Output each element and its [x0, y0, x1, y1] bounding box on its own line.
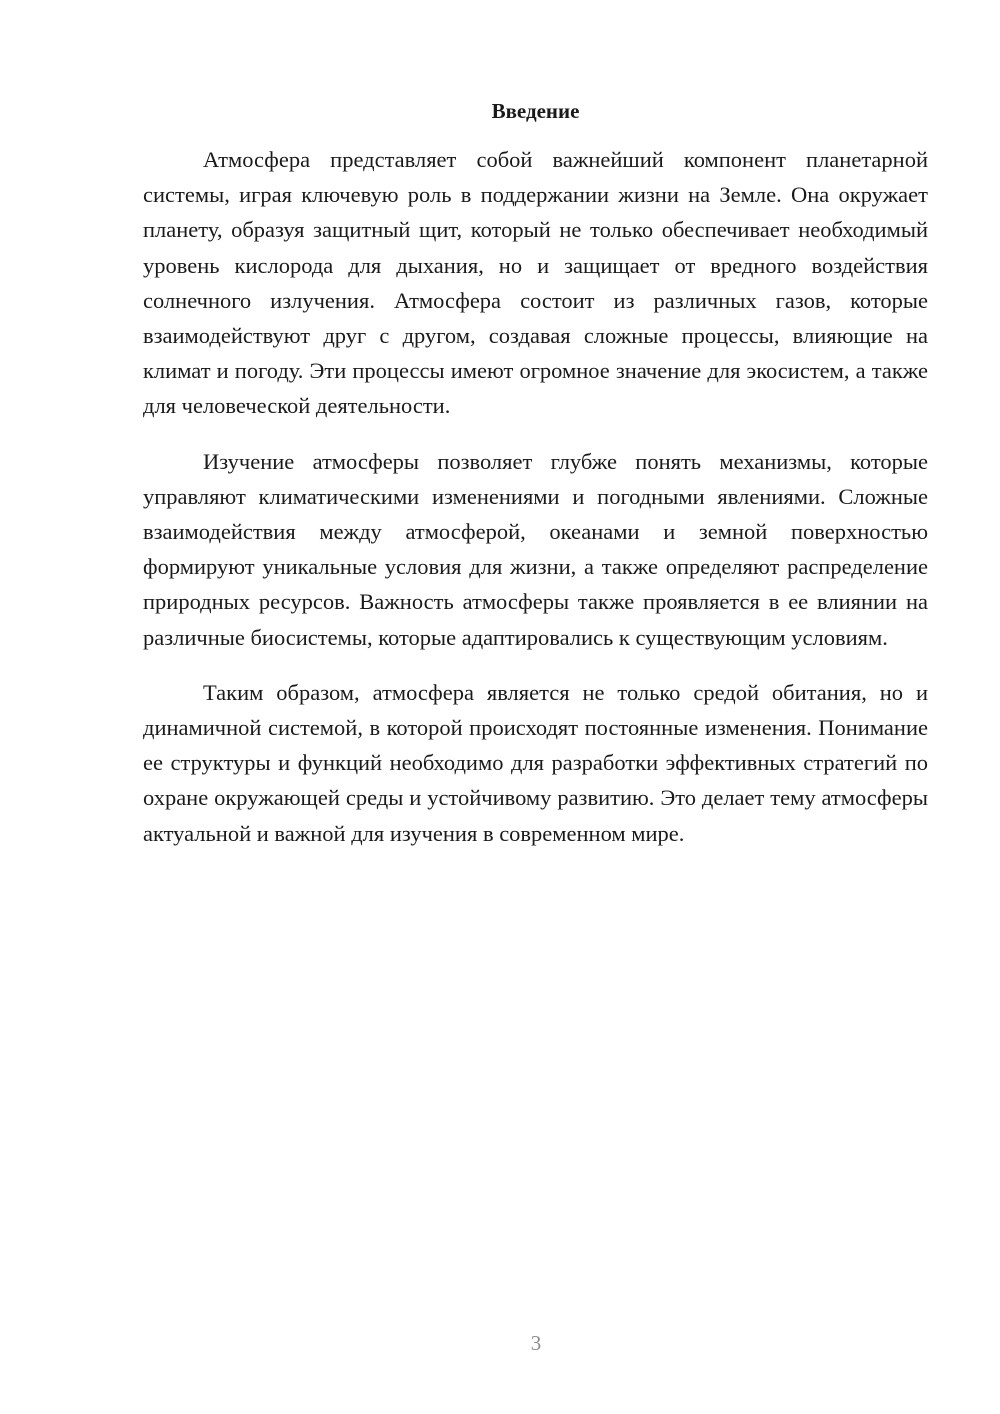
paragraph-3: Таким образом, атмосфера является не только средой обитания, но и динамичной системой, в которой происходят постоянные изменения. Понимание ее структуры и функций необходимо для разработки эффективных стратегий по охране окружающей среды и устойчивому развитию. Это делает тему атмосферы актуальной и важной для изучения в современном мире.: [143, 679, 928, 846]
paragraph-2: Изучение атмосферы позволяет глубже понять механизмы, которые управляют климатическими изменениями и погодными явлениями. Сложные взаимодействия между атмосферой, океанами и земной поверхностью формируют уникальные условия для жизни, а также определяют распределение природных ресурсов. Важность атмосферы также проявляется в ее влиянии на различные биосистемы, которые адаптировались к существующим условиям.: [143, 448, 928, 650]
section-heading: Введение: [491, 99, 580, 123]
page-number: 3: [530, 1331, 542, 1355]
paragraph-1: Атмосфера представляет собой важнейший компонент планетарной системы, играя ключевую роль в поддержании жизни на Земле. Она окружает планету, образуя защитный щит, который не только обеспечивает необходимый уровень кислорода для дыхания, но и защищает от вредного воздействия солнечного излучения. Атмосфера состоит из различных газов, которые взаимодействуют друг с другом, создавая сложные процессы, влияющие на климат и погоду. Эти процессы имеют огромное значение для экосистем, а также для человеческой деятельности.: [143, 147, 928, 419]
body-text: [143, 142, 928, 871]
